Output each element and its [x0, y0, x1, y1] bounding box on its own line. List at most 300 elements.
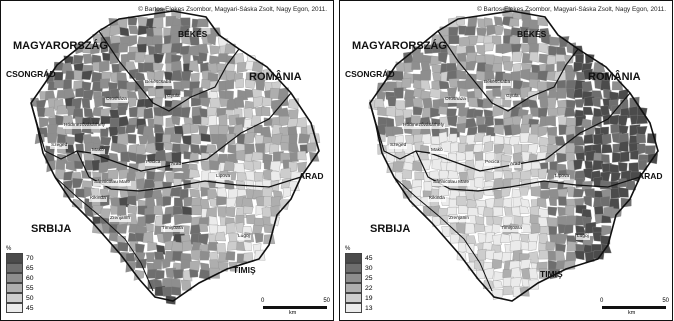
municipality-polygon: [218, 207, 227, 217]
municipality-polygon: [226, 207, 235, 217]
municipality-polygon: [493, 280, 502, 288]
municipality-polygon: [197, 19, 208, 27]
label-magyarorszag: MAGYARORSZÁG: [352, 40, 447, 52]
municipality-polygon: [173, 206, 183, 215]
municipality-polygon: [144, 98, 153, 108]
municipality-polygon: [280, 168, 290, 179]
municipality-polygon: [592, 98, 600, 108]
municipality-polygon: [583, 107, 593, 115]
municipality-polygon: [512, 51, 522, 61]
scale-start: 0: [600, 298, 604, 304]
municipality-polygon: [567, 216, 577, 226]
map-panel-left: [0, 0, 334, 321]
municipality-polygon: [189, 169, 200, 178]
municipality-polygon: [494, 17, 503, 26]
municipality-polygon: [181, 107, 190, 118]
municipality-polygon: [217, 243, 226, 253]
municipality-polygon: [538, 82, 547, 92]
city-bekescsaba: Békéscsaba: [484, 80, 511, 85]
municipality-polygon: [465, 151, 474, 161]
municipality-polygon: [538, 168, 547, 178]
municipality-polygon: [192, 205, 202, 215]
municipality-polygon: [192, 115, 202, 124]
municipality-polygon: [155, 88, 165, 98]
municipality-polygon: [557, 88, 567, 98]
municipality-polygon: [492, 88, 501, 97]
city-mako: Makó: [92, 148, 104, 153]
legend-value: 45: [26, 304, 34, 312]
municipality-polygon: [575, 99, 585, 107]
municipality-polygon: [574, 136, 585, 146]
municipality-polygon: [529, 269, 538, 279]
municipality-polygon: [199, 52, 208, 61]
legend-value: 65: [26, 264, 34, 272]
municipality-polygon: [224, 161, 235, 171]
legend-value: 30: [365, 264, 373, 272]
municipality-polygon: [99, 61, 109, 73]
municipality-polygon: [226, 198, 236, 208]
municipality-polygon: [566, 143, 576, 153]
city-gyula: Gyula: [167, 94, 180, 99]
legend-value: 55: [26, 284, 34, 292]
city-timisoara: Timişoara: [162, 226, 183, 231]
municipality-polygon: [473, 144, 483, 153]
municipality-polygon: [548, 108, 558, 117]
city-hodmezovasarhely: Hódmezővásárhely: [64, 123, 106, 128]
municipality-polygon: [573, 88, 583, 98]
municipality-polygon: [494, 136, 504, 145]
municipality-polygon: [191, 98, 201, 107]
municipality-polygon: [645, 146, 655, 155]
scale-bar-line: [602, 306, 666, 309]
label-arad-county: ARAD: [638, 171, 663, 181]
municipality-polygon: [129, 35, 137, 46]
municipality-polygon: [128, 205, 137, 214]
municipality-polygon: [99, 162, 109, 173]
legend-swatch: [345, 303, 362, 313]
municipality-polygon: [548, 179, 559, 188]
municipality-polygon: [464, 26, 475, 35]
legend-value: 22: [365, 284, 373, 292]
legend-title: %: [6, 246, 12, 252]
municipality-polygon: [136, 145, 146, 156]
municipality-polygon: [521, 268, 530, 279]
municipality-polygon: [181, 96, 189, 107]
municipality-polygon: [484, 187, 494, 196]
municipality-polygon: [182, 206, 192, 215]
municipality-polygon: [57, 134, 66, 143]
legend-value: 70: [26, 254, 34, 262]
municipality-polygon: [618, 162, 627, 171]
municipality-polygon: [128, 134, 136, 143]
municipality-polygon: [129, 25, 139, 34]
municipality-polygon: [199, 224, 208, 232]
city-sannicolau-mare: Sânnicolau Mare: [94, 180, 130, 185]
municipality-polygon: [297, 117, 307, 127]
municipality-polygon: [244, 132, 254, 144]
municipality-polygon: [243, 242, 251, 251]
municipality-polygon: [84, 108, 94, 117]
municipality-polygon: [600, 106, 610, 116]
municipality-polygon: [430, 89, 442, 99]
municipality-polygon: [184, 197, 193, 207]
legend: [6, 246, 34, 313]
legend-swatch: [6, 293, 23, 303]
municipality-polygon: [439, 81, 449, 89]
municipality-polygon: [255, 135, 264, 144]
municipality-polygon: [153, 259, 162, 269]
municipality-polygon: [565, 205, 574, 215]
municipality-polygon: [271, 171, 281, 180]
municipality-polygon: [144, 179, 156, 188]
municipality-polygon: [163, 196, 171, 206]
municipality-polygon: [153, 28, 162, 37]
municipality-polygon: [92, 160, 100, 171]
municipality-polygon: [620, 100, 628, 110]
municipality-polygon: [519, 187, 529, 196]
municipality-polygon: [549, 226, 557, 235]
municipality-polygon: [573, 159, 582, 170]
municipality-polygon: [173, 269, 183, 279]
municipality-polygon: [119, 187, 127, 198]
municipality-polygon: [63, 79, 71, 89]
municipality-polygon: [189, 60, 199, 72]
municipality-polygon: [254, 172, 263, 181]
municipality-polygon: [447, 116, 457, 127]
municipality-polygon: [600, 180, 611, 189]
legend: [345, 246, 373, 313]
municipality-polygon: [538, 127, 548, 137]
city-hodmezovasarhely: Hódmezővásárhely: [403, 123, 445, 128]
municipality-polygon: [494, 26, 503, 36]
municipality-polygon: [510, 240, 521, 251]
municipality-polygon: [564, 225, 573, 235]
municipality-polygon: [162, 214, 171, 225]
municipality-polygon: [484, 43, 494, 51]
municipality-polygon: [618, 187, 628, 197]
municipality-polygon: [411, 186, 421, 197]
municipality-polygon: [153, 54, 163, 64]
municipality-polygon: [402, 78, 411, 88]
municipality-polygon: [210, 45, 220, 54]
municipality-polygon: [235, 97, 245, 108]
city-lugoj: Lugoj: [577, 234, 589, 239]
city-lugoj: Lugoj: [238, 234, 250, 239]
municipality-polygon: [242, 198, 253, 208]
legend-value: 60: [26, 274, 34, 282]
municipality-polygon: [584, 196, 592, 207]
municipality-polygon: [297, 151, 306, 160]
legend-value: 50: [26, 294, 34, 302]
municipality-polygon: [215, 232, 226, 241]
municipality-polygon: [139, 136, 148, 145]
municipality-polygon: [102, 53, 111, 61]
municipality-polygon: [153, 17, 164, 28]
municipality-polygon: [162, 259, 170, 269]
legend-title: %: [345, 246, 351, 252]
city-bekescsaba: Békéscsaba: [145, 80, 172, 85]
municipality-polygon: [191, 134, 200, 144]
municipality-polygon: [592, 117, 602, 127]
municipality-polygon: [109, 25, 119, 36]
municipality-polygon: [630, 150, 638, 159]
scale-unit: km: [289, 310, 297, 316]
municipality-polygon: [556, 234, 567, 244]
municipality-polygon: [501, 187, 511, 197]
legend-swatch: [345, 253, 362, 263]
municipality-polygon: [82, 70, 93, 79]
municipality-polygon: [226, 223, 235, 234]
municipality-polygon: [494, 125, 504, 135]
municipality-polygon: [610, 115, 620, 126]
municipality-polygon: [413, 106, 423, 115]
municipality-polygon: [262, 107, 270, 116]
municipality-polygon: [503, 286, 513, 295]
label-srbija: SRBIJA: [370, 223, 411, 235]
city-gyula: Gyula: [506, 94, 519, 99]
city-zrenjanin: Zrenjanin: [449, 216, 469, 221]
municipality-polygon: [190, 189, 200, 198]
scale-end: 50: [662, 298, 669, 304]
municipality-polygon: [494, 144, 504, 153]
municipality-polygon: [253, 161, 261, 170]
municipality-polygon: [190, 124, 199, 133]
city-oroshaza: Orosháza: [106, 97, 127, 102]
legend-swatch: [345, 283, 362, 293]
municipality-polygon: [143, 126, 154, 136]
municipality-polygon: [503, 61, 512, 71]
legend-swatch: [345, 263, 362, 273]
municipality-polygon: [492, 235, 501, 246]
municipality-polygon: [529, 52, 538, 62]
municipality-polygon: [201, 133, 211, 142]
municipality-polygon: [162, 43, 173, 53]
municipality-polygon: [548, 207, 557, 216]
municipality-polygon: [566, 71, 576, 80]
municipality-polygon: [636, 134, 645, 144]
municipality-polygon: [439, 132, 447, 144]
municipality-polygon: [200, 98, 210, 107]
municipality-polygon: [492, 105, 503, 116]
municipality-polygon: [253, 97, 263, 108]
municipality-polygon: [521, 69, 531, 81]
municipality-polygon: [456, 223, 465, 233]
municipality-polygon: [547, 98, 556, 108]
municipality-polygon: [474, 109, 484, 117]
municipality-polygon: [420, 70, 430, 81]
municipality-polygon: [191, 179, 200, 189]
municipality-polygon: [618, 89, 629, 100]
municipality-polygon: [456, 196, 466, 206]
municipality-polygon: [73, 55, 83, 64]
municipality-polygon: [216, 196, 226, 205]
municipality-polygon: [288, 99, 299, 110]
legend-value: 25: [365, 274, 373, 282]
municipality-polygon: [531, 223, 540, 233]
municipality-polygon: [458, 205, 468, 213]
municipality-polygon: [547, 217, 557, 227]
municipality-polygon: [144, 108, 153, 119]
municipality-polygon: [421, 80, 430, 90]
municipality-polygon: [174, 214, 183, 225]
municipality-polygon: [493, 178, 503, 189]
municipality-polygon: [135, 52, 146, 62]
municipality-polygon: [209, 125, 219, 135]
municipality-polygon: [459, 37, 469, 46]
municipality-polygon: [146, 223, 154, 232]
municipality-polygon: [432, 159, 442, 171]
municipality-polygon: [573, 188, 584, 197]
municipality-polygon: [549, 198, 557, 206]
municipality-polygon: [566, 80, 576, 90]
municipality-polygon: [465, 223, 476, 233]
municipality-polygon: [174, 198, 183, 208]
municipality-polygon: [575, 251, 585, 260]
municipality-polygon: [252, 225, 262, 234]
municipality-polygon: [485, 54, 494, 64]
legend-value: 13: [365, 304, 373, 312]
city-szeged: Szeged: [51, 143, 68, 148]
label-csongrad: CSONGRÁD: [345, 69, 395, 79]
municipality-polygon: [171, 242, 182, 252]
city-zrenjanin: Zrenjanin: [110, 216, 130, 221]
municipality-polygon: [225, 63, 235, 72]
scale-start: 0: [261, 298, 265, 304]
municipality-polygon: [483, 207, 493, 216]
municipality-polygon: [279, 116, 289, 126]
municipality-polygon: [209, 225, 219, 234]
municipality-polygon: [181, 80, 191, 88]
municipality-polygon: [538, 43, 548, 53]
municipality-polygon: [210, 98, 220, 109]
municipality-polygon: [127, 196, 136, 206]
municipality-polygon: [413, 98, 423, 107]
municipality-polygon: [283, 188, 291, 198]
label-romania: ROMÂNIA: [249, 71, 302, 83]
municipality-polygon: [171, 287, 181, 296]
municipality-polygon: [548, 250, 556, 260]
municipality-polygon: [189, 269, 198, 277]
municipality-polygon: [509, 18, 519, 26]
municipality-polygon: [147, 242, 157, 251]
municipality-polygon: [129, 107, 138, 117]
municipality-polygon: [235, 78, 243, 88]
municipality-polygon: [135, 233, 143, 242]
municipality-polygon: [637, 126, 647, 134]
city-pecica: Pecica: [146, 160, 161, 165]
municipality-polygon: [147, 171, 156, 180]
municipality-polygon: [483, 141, 493, 153]
municipality-polygon: [154, 181, 163, 191]
municipality-polygon: [528, 134, 539, 144]
municipality-polygon: [226, 251, 235, 260]
municipality-polygon: [183, 54, 191, 65]
municipality-polygon: [555, 251, 565, 261]
municipality-polygon: [171, 70, 182, 81]
municipality-polygon: [236, 150, 245, 161]
municipality-polygon: [56, 160, 65, 170]
municipality-polygon: [288, 110, 298, 120]
municipality-polygon: [298, 134, 310, 144]
label-csongrad: CSONGRÁD: [6, 69, 56, 79]
municipality-polygon: [170, 134, 182, 143]
municipality-polygon: [457, 123, 466, 133]
municipality-polygon: [558, 196, 567, 205]
municipality-polygon: [182, 241, 193, 252]
label-arad-county: ARAD: [299, 171, 324, 181]
municipality-polygon: [136, 72, 145, 80]
municipality-polygon: [75, 133, 85, 144]
municipality-polygon: [457, 70, 466, 79]
municipality-polygon: [117, 205, 126, 215]
municipality-polygon: [566, 153, 575, 162]
municipality-polygon: [468, 98, 478, 107]
municipality-polygon: [375, 99, 385, 108]
municipality-polygon: [190, 144, 200, 154]
municipality-polygon: [511, 71, 521, 81]
legend-swatch: [6, 283, 23, 293]
municipality-polygon: [307, 143, 317, 152]
city-lipova: Lipova: [216, 174, 231, 179]
municipality-polygon: [593, 160, 604, 170]
municipality-polygon: [119, 44, 128, 53]
municipality-polygon: [449, 36, 459, 44]
municipality-polygon: [475, 224, 485, 233]
city-szeged: Szeged: [390, 143, 407, 148]
city-kikinda: Kikinda: [90, 196, 106, 201]
municipality-polygon: [207, 189, 217, 199]
municipality-polygon: [209, 160, 219, 170]
municipality-polygon: [388, 96, 397, 106]
legend-value: 45: [365, 254, 373, 262]
municipality-polygon: [44, 107, 55, 118]
city-lipova: Lipova: [555, 174, 570, 179]
label-romania: ROMÂNIA: [588, 71, 641, 83]
municipality-polygon: [402, 169, 412, 178]
municipality-polygon: [600, 196, 609, 206]
municipality-polygon: [206, 144, 217, 153]
municipality-polygon: [128, 98, 136, 107]
municipality-polygon: [289, 143, 299, 153]
legend-swatch: [6, 303, 23, 313]
municipality-polygon: [386, 118, 394, 128]
municipality-polygon: [56, 105, 67, 114]
municipality-polygon: [474, 177, 483, 189]
municipality-polygon: [171, 278, 180, 288]
label-bekes: BÉKÉS: [178, 29, 208, 39]
legend-swatch: [345, 293, 362, 303]
municipality-polygon: [262, 97, 272, 106]
municipality-polygon: [477, 249, 486, 260]
municipality-polygon: [145, 214, 155, 224]
municipality-polygon: [386, 107, 396, 117]
legend-swatch: [6, 263, 23, 273]
legend-swatch: [345, 273, 362, 283]
legend-swatch: [6, 253, 23, 263]
map-panel-right: [339, 0, 673, 321]
municipality-polygon: [531, 186, 541, 196]
municipality-polygon: [152, 36, 162, 45]
scale-bar: [261, 298, 330, 316]
scale-end: 50: [323, 298, 330, 304]
municipality-polygon: [601, 144, 612, 153]
municipality-polygon: [456, 152, 465, 161]
municipality-polygon: [108, 170, 118, 180]
municipality-polygon: [180, 46, 189, 55]
municipality-polygon: [573, 62, 582, 72]
municipality-polygon: [439, 170, 449, 178]
municipality-polygon: [251, 115, 261, 125]
